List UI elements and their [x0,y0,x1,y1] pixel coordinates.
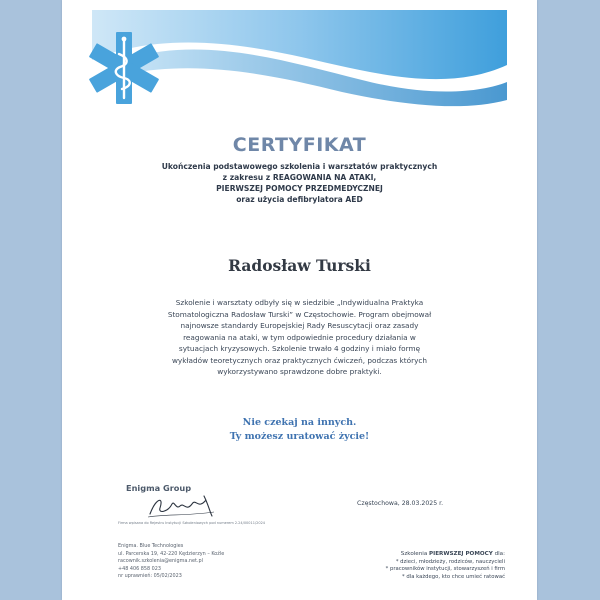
description-line: Szkolenie i warsztaty odbyły się w siedzibie „Indywidualna Praktyka [175,298,424,307]
subtitle-line: Ukończenia podstawowego szkolenia i warsztatów praktycznych [161,162,438,171]
slogan-line: Ty możesz uratować życie! [229,431,370,442]
subtitle-line: PIERWSZEJ POMOCY PRZEDMEDYCZNEJ [216,184,383,193]
description-line: sytuacjach kryzysowych. Szkolenie trwało 4 godziny i miało formę [178,344,421,353]
certificate-title: CERTYFIKAT [232,134,367,156]
audience-heading-emphasis: PIERWSZEJ POMOCY [429,551,493,557]
training-description [126,297,473,378]
company-line: +48 406 858 023 [118,565,161,572]
star-of-life-icon [84,28,164,108]
company-line: ul. Parcerska 19, 42-220 Kędzierzyn – Koźle [118,550,225,557]
audience-heading [386,551,505,559]
audience-item: * dzieci, młodzieży, rodziców, nauczycieli [395,558,505,565]
audience-heading-prefix: Szkolenia [400,551,430,557]
signature [146,490,216,520]
company-line: nr uprawnień: 05/02/2023 [118,573,182,580]
audience-heading-suffix: dla: [492,551,505,557]
company-line: racownik.szkolenia@enigma.net.pl [118,558,203,565]
slogan [62,416,537,444]
audience-item: * dla każdego, kto chce umieć ratować [402,573,505,580]
registry-note: Firma wpisana do Rejestru Instytucji Szkoleniowych pod numerem 2.24/00011/2024 [118,521,266,525]
description-line: wykładów teoretycznych oraz praktycznych ćwiczeń, podczas których [171,355,428,365]
company-details [118,543,224,581]
subtitle-line [62,172,537,183]
certificate-page [62,0,537,600]
recipient-name: Radosław Turski [228,256,371,275]
description-line: reagowania na ataki, w tym odpowiednie procedury działania w [183,332,416,342]
issuer-logo-area [118,480,228,522]
audience-item: * pracowników instytucji, stowarzyszeń i firm [385,566,505,573]
slogan-line: Nie czekaj na innych. [242,417,357,428]
place-and-date: Częstochowa, 28.03.2025 r. [357,500,444,507]
company-line: Enigma. Blue Technologies [118,543,184,549]
subtitle-prefix: z zakresu z [222,173,273,182]
description-line: wykorzystywano sprawdzone dobre praktyki. [217,367,382,376]
issuer-logo: Enigma Group [126,483,192,493]
certificate-subtitle [62,161,537,205]
description-line: najnowsze standardy Europejskiej Rady Resuscytacji oraz zasady [180,321,419,330]
subtitle-line: oraz użycia defibrylatora AED [236,195,363,204]
training-audience [386,551,505,581]
subtitle-emphasis: REAGOWANIA NA ATAKI, [272,173,377,182]
description-line: Stomatologiczna Radosław Turski” w Częstochowie. Program obejmował [167,309,432,319]
